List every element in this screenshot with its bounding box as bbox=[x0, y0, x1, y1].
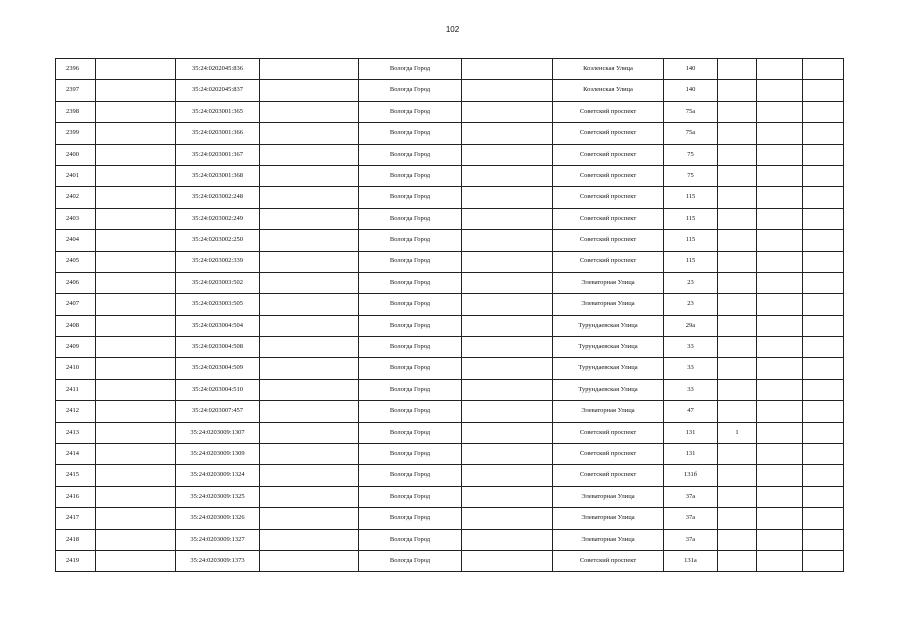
cadastral-number: 35:24:0203004:509 bbox=[176, 358, 260, 379]
empty-cell bbox=[803, 529, 844, 550]
street-name: Советский проспект bbox=[553, 144, 664, 165]
street-name: Элеваторная Улица bbox=[553, 401, 664, 422]
city-name: Вологда Город bbox=[359, 422, 462, 443]
extra-value bbox=[718, 187, 757, 208]
row-number: 2397 bbox=[56, 80, 96, 101]
city-name: Вологда Город bbox=[359, 165, 462, 186]
empty-cell bbox=[757, 529, 803, 550]
row-number: 2400 bbox=[56, 144, 96, 165]
house-number: 131б bbox=[664, 465, 718, 486]
row-number: 2402 bbox=[56, 187, 96, 208]
empty-cell bbox=[803, 508, 844, 529]
row-number: 2407 bbox=[56, 294, 96, 315]
house-number: 37а bbox=[664, 508, 718, 529]
row-number: 2410 bbox=[56, 358, 96, 379]
street-name: Козленская Улица bbox=[553, 59, 664, 80]
cadastral-number: 35:24:0203003:502 bbox=[176, 272, 260, 293]
table-row bbox=[56, 80, 844, 101]
empty-cell bbox=[803, 80, 844, 101]
empty-cell bbox=[757, 230, 803, 251]
empty-cell bbox=[96, 508, 176, 529]
empty-cell bbox=[96, 165, 176, 186]
empty-cell bbox=[462, 165, 553, 186]
empty-cell bbox=[462, 508, 553, 529]
cadastral-number: 35:24:0203002:248 bbox=[176, 187, 260, 208]
empty-cell bbox=[96, 401, 176, 422]
extra-value bbox=[718, 59, 757, 80]
row-number: 2417 bbox=[56, 508, 96, 529]
street-name: Советский проспект bbox=[553, 187, 664, 208]
house-number: 131 bbox=[664, 422, 718, 443]
empty-cell bbox=[260, 358, 359, 379]
empty-cell bbox=[757, 465, 803, 486]
empty-cell bbox=[260, 529, 359, 550]
row-number: 2416 bbox=[56, 486, 96, 507]
extra-value bbox=[718, 165, 757, 186]
cadastral-number: 35:24:0203001:366 bbox=[176, 123, 260, 144]
empty-cell bbox=[462, 251, 553, 272]
table-row bbox=[56, 379, 844, 400]
street-name: Элеваторная Улица bbox=[553, 529, 664, 550]
table-row bbox=[56, 59, 844, 80]
empty-cell bbox=[803, 123, 844, 144]
extra-value bbox=[718, 550, 757, 571]
cadastral-number: 35:24:0203009:1307 bbox=[176, 422, 260, 443]
empty-cell bbox=[260, 208, 359, 229]
empty-cell bbox=[96, 59, 176, 80]
empty-cell bbox=[757, 80, 803, 101]
table-row bbox=[56, 123, 844, 144]
table-row bbox=[56, 165, 844, 186]
empty-cell bbox=[260, 422, 359, 443]
empty-cell bbox=[803, 59, 844, 80]
cadastral-number: 35:24:0203002:339 bbox=[176, 251, 260, 272]
row-number: 2396 bbox=[56, 59, 96, 80]
empty-cell bbox=[757, 550, 803, 571]
house-number: 29а bbox=[664, 315, 718, 336]
table-row bbox=[56, 187, 844, 208]
table-row bbox=[56, 337, 844, 358]
empty-cell bbox=[96, 315, 176, 336]
empty-cell bbox=[260, 294, 359, 315]
empty-cell bbox=[260, 508, 359, 529]
table-row bbox=[56, 272, 844, 293]
cadastral-number: 35:24:0203009:1373 bbox=[176, 550, 260, 571]
row-number: 2415 bbox=[56, 465, 96, 486]
street-name: Элеваторная Улица bbox=[553, 272, 664, 293]
house-number: 140 bbox=[664, 80, 718, 101]
city-name: Вологда Город bbox=[359, 337, 462, 358]
table-row bbox=[56, 251, 844, 272]
empty-cell bbox=[757, 144, 803, 165]
table-row bbox=[56, 294, 844, 315]
empty-cell bbox=[757, 208, 803, 229]
empty-cell bbox=[803, 337, 844, 358]
empty-cell bbox=[96, 379, 176, 400]
empty-cell bbox=[462, 358, 553, 379]
city-name: Вологда Город bbox=[359, 80, 462, 101]
table-row bbox=[56, 422, 844, 443]
row-number: 2414 bbox=[56, 444, 96, 465]
cadastral-number: 35:24:0203001:365 bbox=[176, 101, 260, 122]
empty-cell bbox=[757, 123, 803, 144]
street-name: Козленская Улица bbox=[553, 80, 664, 101]
street-name: Советский проспект bbox=[553, 208, 664, 229]
city-name: Вологда Город bbox=[359, 401, 462, 422]
extra-value bbox=[718, 272, 757, 293]
empty-cell bbox=[462, 123, 553, 144]
table-row bbox=[56, 208, 844, 229]
city-name: Вологда Город bbox=[359, 251, 462, 272]
empty-cell bbox=[462, 101, 553, 122]
empty-cell bbox=[757, 444, 803, 465]
empty-cell bbox=[260, 465, 359, 486]
extra-value bbox=[718, 337, 757, 358]
empty-cell bbox=[260, 59, 359, 80]
cadastral-number: 35:24:0202045:837 bbox=[176, 80, 260, 101]
extra-value: 1 bbox=[718, 422, 757, 443]
table-row bbox=[56, 401, 844, 422]
cadastral-number: 35:24:0203004:504 bbox=[176, 315, 260, 336]
house-number: 75а bbox=[664, 123, 718, 144]
house-number: 140 bbox=[664, 59, 718, 80]
house-number: 33 bbox=[664, 358, 718, 379]
table-row bbox=[56, 315, 844, 336]
extra-value bbox=[718, 358, 757, 379]
house-number: 75а bbox=[664, 101, 718, 122]
extra-value bbox=[718, 144, 757, 165]
row-number: 2406 bbox=[56, 272, 96, 293]
street-name: Элеваторная Улица bbox=[553, 508, 664, 529]
empty-cell bbox=[803, 465, 844, 486]
empty-cell bbox=[462, 337, 553, 358]
empty-cell bbox=[462, 294, 553, 315]
row-number: 2398 bbox=[56, 101, 96, 122]
house-number: 47 bbox=[664, 401, 718, 422]
cadastral-number: 35:24:0203009:1324 bbox=[176, 465, 260, 486]
empty-cell bbox=[96, 529, 176, 550]
city-name: Вологда Город bbox=[359, 208, 462, 229]
extra-value bbox=[718, 444, 757, 465]
empty-cell bbox=[260, 230, 359, 251]
empty-cell bbox=[96, 272, 176, 293]
city-name: Вологда Город bbox=[359, 59, 462, 80]
row-number: 2404 bbox=[56, 230, 96, 251]
extra-value bbox=[718, 251, 757, 272]
extra-value bbox=[718, 401, 757, 422]
city-name: Вологда Город bbox=[359, 315, 462, 336]
row-number: 2413 bbox=[56, 422, 96, 443]
row-number: 2405 bbox=[56, 251, 96, 272]
cadastral-number: 35:24:0203009:1327 bbox=[176, 529, 260, 550]
house-number: 75 bbox=[664, 144, 718, 165]
row-number: 2418 bbox=[56, 529, 96, 550]
extra-value bbox=[718, 315, 757, 336]
city-name: Вологда Город bbox=[359, 486, 462, 507]
cadastral-number: 35:24:0203001:367 bbox=[176, 144, 260, 165]
house-number: 131а bbox=[664, 550, 718, 571]
empty-cell bbox=[462, 272, 553, 293]
row-number: 2411 bbox=[56, 379, 96, 400]
empty-cell bbox=[803, 230, 844, 251]
registry-table bbox=[55, 58, 844, 572]
empty-cell bbox=[757, 422, 803, 443]
empty-cell bbox=[462, 486, 553, 507]
empty-cell bbox=[96, 101, 176, 122]
empty-cell bbox=[462, 401, 553, 422]
table-row bbox=[56, 550, 844, 571]
house-number: 33 bbox=[664, 337, 718, 358]
extra-value bbox=[718, 486, 757, 507]
empty-cell bbox=[260, 123, 359, 144]
city-name: Вологда Город bbox=[359, 379, 462, 400]
row-number: 2403 bbox=[56, 208, 96, 229]
empty-cell bbox=[803, 315, 844, 336]
empty-cell bbox=[260, 101, 359, 122]
table-row bbox=[56, 101, 844, 122]
extra-value bbox=[718, 529, 757, 550]
empty-cell bbox=[260, 80, 359, 101]
registry-rows bbox=[56, 59, 844, 572]
city-name: Вологда Город bbox=[359, 187, 462, 208]
empty-cell bbox=[803, 251, 844, 272]
city-name: Вологда Город bbox=[359, 444, 462, 465]
table-row bbox=[56, 486, 844, 507]
empty-cell bbox=[462, 379, 553, 400]
empty-cell bbox=[803, 101, 844, 122]
house-number: 37а bbox=[664, 486, 718, 507]
city-name: Вологда Город bbox=[359, 123, 462, 144]
empty-cell bbox=[803, 444, 844, 465]
street-name: Советский проспект bbox=[553, 101, 664, 122]
empty-cell bbox=[757, 59, 803, 80]
empty-cell bbox=[260, 337, 359, 358]
row-number: 2412 bbox=[56, 401, 96, 422]
extra-value bbox=[718, 101, 757, 122]
street-name: Советский проспект bbox=[553, 123, 664, 144]
empty-cell bbox=[803, 379, 844, 400]
extra-value bbox=[718, 123, 757, 144]
empty-cell bbox=[462, 59, 553, 80]
house-number: 75 bbox=[664, 165, 718, 186]
empty-cell bbox=[462, 230, 553, 251]
empty-cell bbox=[462, 80, 553, 101]
empty-cell bbox=[803, 165, 844, 186]
extra-value bbox=[718, 208, 757, 229]
house-number: 115 bbox=[664, 208, 718, 229]
cadastral-number: 35:24:0203009:1325 bbox=[176, 486, 260, 507]
empty-cell bbox=[96, 187, 176, 208]
empty-cell bbox=[260, 486, 359, 507]
empty-cell bbox=[757, 358, 803, 379]
city-name: Вологда Город bbox=[359, 508, 462, 529]
empty-cell bbox=[803, 294, 844, 315]
empty-cell bbox=[96, 486, 176, 507]
empty-cell bbox=[803, 486, 844, 507]
cadastral-number: 35:24:0203002:249 bbox=[176, 208, 260, 229]
empty-cell bbox=[803, 208, 844, 229]
street-name: Советский проспект bbox=[553, 422, 664, 443]
empty-cell bbox=[260, 444, 359, 465]
empty-cell bbox=[260, 187, 359, 208]
city-name: Вологда Город bbox=[359, 465, 462, 486]
cadastral-number: 35:24:0203001:368 bbox=[176, 165, 260, 186]
empty-cell bbox=[260, 379, 359, 400]
table-row bbox=[56, 508, 844, 529]
empty-cell bbox=[803, 550, 844, 571]
city-name: Вологда Город bbox=[359, 101, 462, 122]
empty-cell bbox=[462, 315, 553, 336]
empty-cell bbox=[462, 529, 553, 550]
house-number: 115 bbox=[664, 251, 718, 272]
empty-cell bbox=[803, 401, 844, 422]
street-name: Советский проспект bbox=[553, 165, 664, 186]
empty-cell bbox=[803, 144, 844, 165]
cadastral-number: 35:24:0203002:250 bbox=[176, 230, 260, 251]
empty-cell bbox=[96, 208, 176, 229]
empty-cell bbox=[96, 80, 176, 101]
street-name: Элеваторная Улица bbox=[553, 486, 664, 507]
cadastral-number: 35:24:0203004:510 bbox=[176, 379, 260, 400]
extra-value bbox=[718, 379, 757, 400]
empty-cell bbox=[96, 422, 176, 443]
empty-cell bbox=[757, 251, 803, 272]
empty-cell bbox=[96, 358, 176, 379]
city-name: Вологда Город bbox=[359, 272, 462, 293]
city-name: Вологда Город bbox=[359, 358, 462, 379]
city-name: Вологда Город bbox=[359, 144, 462, 165]
city-name: Вологда Город bbox=[359, 230, 462, 251]
empty-cell bbox=[462, 144, 553, 165]
extra-value bbox=[718, 508, 757, 529]
empty-cell bbox=[260, 550, 359, 571]
cadastral-number: 35:24:0203004:508 bbox=[176, 337, 260, 358]
empty-cell bbox=[260, 401, 359, 422]
empty-cell bbox=[462, 465, 553, 486]
house-number: 131 bbox=[664, 444, 718, 465]
cadastral-number: 35:24:0202045:836 bbox=[176, 59, 260, 80]
empty-cell bbox=[96, 550, 176, 571]
row-number: 2409 bbox=[56, 337, 96, 358]
house-number: 115 bbox=[664, 230, 718, 251]
street-name: Турундаевская Улица bbox=[553, 315, 664, 336]
street-name: Турундаевская Улица bbox=[553, 379, 664, 400]
street-name: Советский проспект bbox=[553, 251, 664, 272]
row-number: 2399 bbox=[56, 123, 96, 144]
empty-cell bbox=[462, 187, 553, 208]
empty-cell bbox=[462, 208, 553, 229]
row-number: 2419 bbox=[56, 550, 96, 571]
table-row bbox=[56, 529, 844, 550]
empty-cell bbox=[96, 294, 176, 315]
extra-value bbox=[718, 294, 757, 315]
empty-cell bbox=[96, 465, 176, 486]
empty-cell bbox=[757, 401, 803, 422]
extra-value bbox=[718, 465, 757, 486]
house-number: 23 bbox=[664, 294, 718, 315]
street-name: Советский проспект bbox=[553, 465, 664, 486]
row-number: 2408 bbox=[56, 315, 96, 336]
empty-cell bbox=[757, 379, 803, 400]
empty-cell bbox=[757, 508, 803, 529]
row-number: 2401 bbox=[56, 165, 96, 186]
empty-cell bbox=[260, 165, 359, 186]
empty-cell bbox=[260, 315, 359, 336]
city-name: Вологда Город bbox=[359, 294, 462, 315]
page-number: 102 bbox=[445, 25, 460, 34]
empty-cell bbox=[803, 358, 844, 379]
street-name: Советский проспект bbox=[553, 550, 664, 571]
empty-cell bbox=[757, 315, 803, 336]
city-name: Вологда Город bbox=[359, 550, 462, 571]
extra-value bbox=[718, 80, 757, 101]
empty-cell bbox=[757, 337, 803, 358]
cadastral-number: 35:24:0203003:505 bbox=[176, 294, 260, 315]
empty-cell bbox=[757, 187, 803, 208]
table-row bbox=[56, 144, 844, 165]
house-number: 115 bbox=[664, 187, 718, 208]
house-number: 33 bbox=[664, 379, 718, 400]
street-name: Турундаевская Улица bbox=[553, 337, 664, 358]
extra-value bbox=[718, 230, 757, 251]
street-name: Советский проспект bbox=[553, 230, 664, 251]
cadastral-number: 35:24:0203009:1326 bbox=[176, 508, 260, 529]
table-row bbox=[56, 444, 844, 465]
street-name: Турундаевская Улица bbox=[553, 358, 664, 379]
empty-cell bbox=[803, 422, 844, 443]
table-row bbox=[56, 465, 844, 486]
empty-cell bbox=[757, 486, 803, 507]
empty-cell bbox=[260, 144, 359, 165]
empty-cell bbox=[462, 444, 553, 465]
empty-cell bbox=[96, 444, 176, 465]
empty-cell bbox=[462, 422, 553, 443]
street-name: Советский проспект bbox=[553, 444, 664, 465]
empty-cell bbox=[803, 272, 844, 293]
table-row bbox=[56, 230, 844, 251]
empty-cell bbox=[96, 230, 176, 251]
cadastral-number: 35:24:0203009:1309 bbox=[176, 444, 260, 465]
empty-cell bbox=[757, 272, 803, 293]
table-row bbox=[56, 358, 844, 379]
empty-cell bbox=[757, 165, 803, 186]
street-name: Элеваторная Улица bbox=[553, 294, 664, 315]
empty-cell bbox=[260, 272, 359, 293]
empty-cell bbox=[757, 101, 803, 122]
empty-cell bbox=[462, 550, 553, 571]
empty-cell bbox=[757, 294, 803, 315]
house-number: 23 bbox=[664, 272, 718, 293]
empty-cell bbox=[96, 144, 176, 165]
cadastral-number: 35:24:0203007:457 bbox=[176, 401, 260, 422]
empty-cell bbox=[260, 251, 359, 272]
empty-cell bbox=[96, 337, 176, 358]
empty-cell bbox=[96, 123, 176, 144]
empty-cell bbox=[803, 187, 844, 208]
house-number: 37а bbox=[664, 529, 718, 550]
empty-cell bbox=[96, 251, 176, 272]
city-name: Вологда Город bbox=[359, 529, 462, 550]
